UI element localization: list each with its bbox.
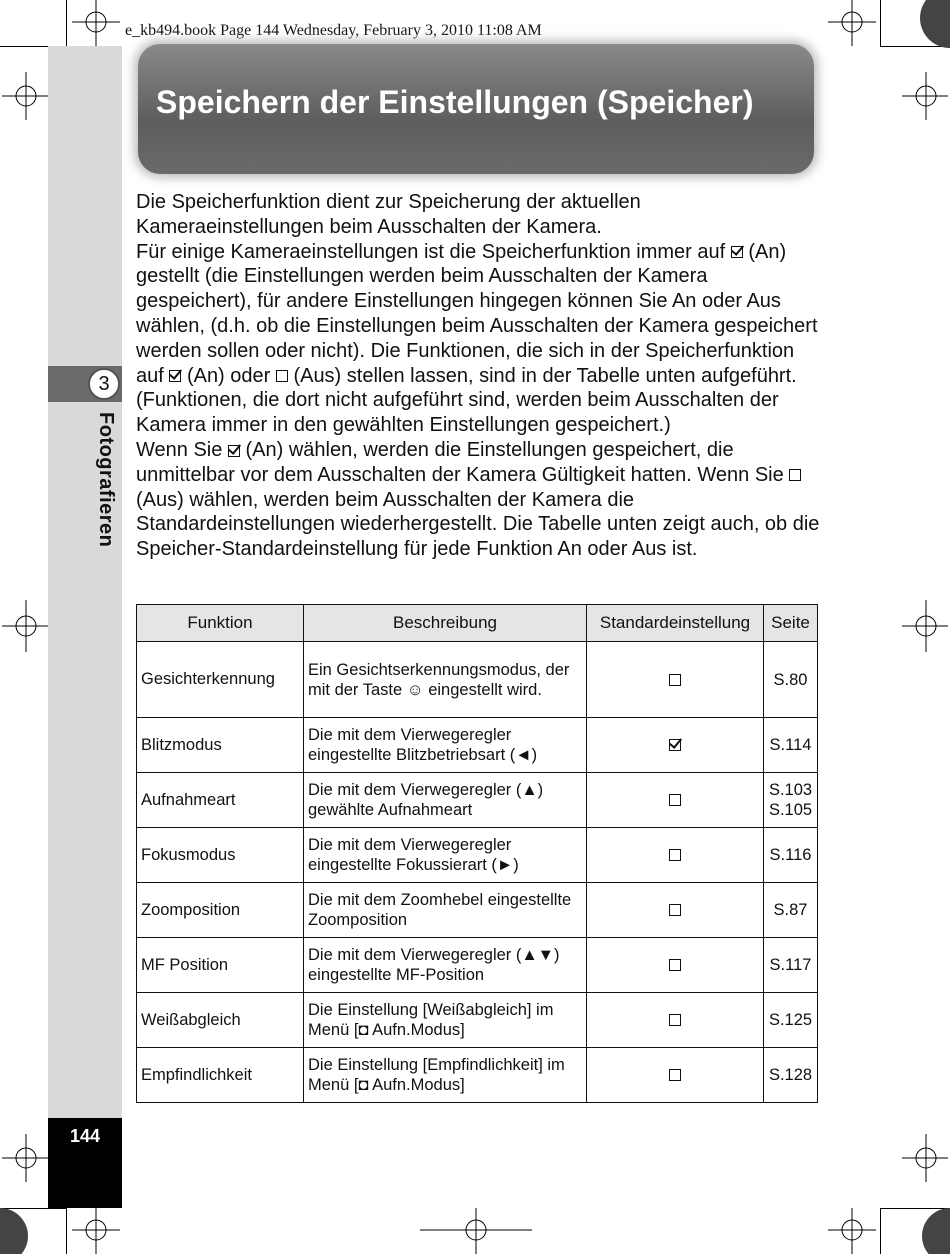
cell-funktion: Weißabgleich — [137, 993, 304, 1048]
cell-standard — [587, 828, 764, 883]
column-header: Standardeinstellung — [587, 605, 764, 642]
chapter-label: Fotografieren — [95, 412, 117, 548]
cell-beschreibung: Die mit dem Zoomhebel eingestellte Zoomposition — [304, 883, 587, 938]
camera-icon: ◘ — [358, 1076, 369, 1094]
cell-seite: S.116 — [764, 828, 818, 883]
cell-seite: S.87 — [764, 883, 818, 938]
cell-funktion: Fokusmodus — [137, 828, 304, 883]
registration-mark — [420, 1208, 532, 1254]
checkbox-empty-icon — [669, 904, 681, 916]
table-row — [137, 938, 818, 993]
cell-seite: S.117 — [764, 938, 818, 993]
cell-beschreibung: Ein Gesichtserkennungsmodus, der mit der Taste ☺ eingestellt wird. — [304, 642, 587, 718]
registration-mark — [2, 600, 50, 652]
registration-mark — [2, 1134, 50, 1182]
registration-mark — [72, 1208, 120, 1254]
table-row — [137, 642, 818, 718]
starburst-mark — [0, 1208, 28, 1254]
registration-mark — [828, 0, 876, 46]
cell-funktion: Aufnahmeart — [137, 773, 304, 828]
cell-beschreibung: Die mit dem Vierwegeregler (▲) gewählte Aufnahmeart — [304, 773, 587, 828]
registration-mark — [2, 72, 50, 120]
print-header: e_kb494.book Page 144 Wednesday, February 3, 2010 11:08 AM — [125, 22, 542, 39]
column-header: Funktion — [137, 605, 304, 642]
cell-funktion: Blitzmodus — [137, 718, 304, 773]
cell-seite: S.103 S.105 — [764, 773, 818, 828]
checkbox-checked-icon — [731, 246, 743, 258]
cell-beschreibung: Die mit dem Vierwegeregler (▲▼) eingestellte MF-Position — [304, 938, 587, 993]
face-detection-icon: ☺ — [406, 680, 424, 699]
checkbox-empty-icon — [669, 674, 681, 686]
page-title: Speichern der Einstellungen (Speicher) — [156, 84, 754, 120]
checkbox-empty-icon — [276, 370, 288, 382]
cell-beschreibung: Die mit dem Vierwegeregler eingestellte Blitzbetriebsart (◄) — [304, 718, 587, 773]
registration-mark — [902, 1134, 948, 1182]
table-row — [137, 1048, 818, 1103]
cell-standard — [587, 773, 764, 828]
cell-standard — [587, 1048, 764, 1103]
cell-seite: S.128 — [764, 1048, 818, 1103]
cell-seite: S.114 — [764, 718, 818, 773]
cell-standard — [587, 718, 764, 773]
table-row — [137, 718, 818, 773]
registration-mark — [902, 72, 948, 120]
checkbox-empty-icon — [789, 469, 801, 481]
settings-table — [136, 604, 818, 1103]
checkbox-checked-icon — [669, 739, 681, 751]
page-number: 144 — [69, 1126, 101, 1146]
column-header: Beschreibung — [304, 605, 587, 642]
body-text — [136, 190, 826, 562]
cell-beschreibung: Die Einstellung [Weißabgleich] im Menü [◘ Aufn.Modus] — [304, 993, 587, 1048]
cell-standard — [587, 938, 764, 993]
checkbox-empty-icon — [669, 1014, 681, 1026]
cell-funktion: Zoomposition — [137, 883, 304, 938]
registration-mark — [902, 600, 948, 652]
cell-standard — [587, 993, 764, 1048]
cell-standard — [587, 883, 764, 938]
cell-seite: S.80 — [764, 642, 818, 718]
chapter-number: 3 — [88, 368, 120, 400]
checkbox-checked-icon — [169, 370, 181, 382]
cell-beschreibung: Die mit dem Vierwegeregler eingestellte Fokussierart (►) — [304, 828, 587, 883]
table-row — [137, 993, 818, 1048]
table-row — [137, 773, 818, 828]
checkbox-empty-icon — [669, 959, 681, 971]
table-row — [137, 883, 818, 938]
registration-mark — [828, 1208, 876, 1254]
cell-funktion: Empfindlichkeit — [137, 1048, 304, 1103]
checkbox-checked-icon — [228, 445, 240, 457]
table-header-row — [137, 605, 818, 642]
column-header: Seite — [764, 605, 818, 642]
registration-mark — [72, 0, 120, 46]
checkbox-empty-icon — [669, 794, 681, 806]
cell-beschreibung: Die Einstellung [Empfindlichkeit] im Menü [◘ Aufn.Modus] — [304, 1048, 587, 1103]
paragraph: Die Speicherfunktion dient zur Speicherung der aktuellen Kameraeinstellungen beim Ausschalten der Kamera. — [136, 191, 641, 238]
cell-funktion: MF Position — [137, 938, 304, 993]
paragraph: Wenn Sie (An) wählen, werden die Einstellungen gespeichert, die unmittelbar vor dem Ausschalten der Kamera Gültigkeit hatten. Wenn Sie (Aus) wählen, werden beim Ausschalten der Kamera die Standardeinstellungen wiederhergestellt. Die Tabelle unten zeigt auch, ob die Speicher-Standardeinstellung für jede Funktion An oder Aus ist. — [136, 438, 820, 561]
checkbox-empty-icon — [669, 849, 681, 861]
paragraph: Für einige Kameraeinstellungen ist die Speicherfunktion immer auf (An) gestellt (die Einstellungen werden beim Ausschalten der Kamera gespeichert), für andere Einstellungen hingegen können Sie An oder Aus wählen, (d.h. ob die Einstellungen beim Ausschalten der Kamera gespeichert werden sollen oder nicht). Die Funktionen, die sich in der Speicherfunktion auf (An) oder (Aus) stellen lassen, sind in der Tabelle unten aufgeführt. (Funktionen, die dort nicht aufgeführt sind, werden beim Ausschalten der Kamera immer in den gewählten Einstellungen gespeichert.) — [136, 240, 818, 437]
camera-icon: ◘ — [358, 1021, 369, 1039]
cell-funktion: Gesichterkennung — [137, 642, 304, 718]
cell-seite: S.125 — [764, 993, 818, 1048]
table-row — [137, 828, 818, 883]
checkbox-empty-icon — [669, 1069, 681, 1081]
cell-standard — [587, 642, 764, 718]
starburst-mark — [922, 1208, 950, 1254]
side-strip — [48, 46, 122, 1118]
starburst-mark — [920, 0, 950, 48]
